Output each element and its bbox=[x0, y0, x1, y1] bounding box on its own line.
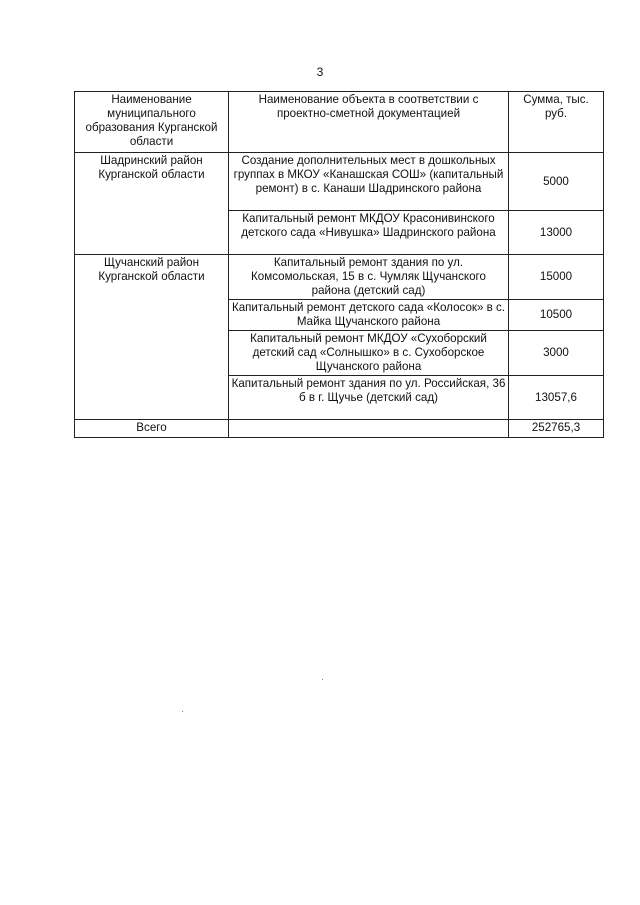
header-object: Наименование объекта в соответствии с проектно-сметной документацией bbox=[229, 92, 509, 153]
scan-speck bbox=[182, 711, 183, 712]
object-cell: Создание дополнительных мест в дошкольных группах в МКОУ «Канашская СОШ» (капитальный ремонт) в с. Канаши Шадринского района bbox=[229, 153, 509, 211]
funding-table bbox=[74, 91, 604, 438]
header-row bbox=[75, 92, 604, 153]
municipality-cell: Щучанский район Курганской области bbox=[75, 255, 229, 420]
header-amount: Сумма, тыс. руб. bbox=[509, 92, 604, 153]
table-row bbox=[75, 255, 604, 300]
amount-cell: 5000 bbox=[509, 153, 604, 211]
total-label: Всего bbox=[75, 420, 229, 438]
amount-cell: 15000 bbox=[509, 255, 604, 300]
page-number: 3 bbox=[316, 65, 324, 79]
amount-cell: 3000 bbox=[509, 331, 604, 376]
amount-cell: 13000 bbox=[509, 211, 604, 255]
municipality-cell: Шадринский район Курганской области bbox=[75, 153, 229, 255]
total-object-cell bbox=[229, 420, 509, 438]
object-cell: Капитальный ремонт МКДОУ Красонивинского детского сада «Нивушка» Шадринского района bbox=[229, 211, 509, 255]
total-amount: 252765,3 bbox=[509, 420, 604, 438]
header-municipality: Наименование муниципального образования Курганской области bbox=[75, 92, 229, 153]
object-cell: Капитальный ремонт здания по ул. Комсомольская, 15 в с. Чумляк Щучанского района (детский сад) bbox=[229, 255, 509, 300]
total-row bbox=[75, 420, 604, 438]
object-cell: Капитальный ремонт здания по ул. Российская, 36 б в г. Щучье (детский сад) bbox=[229, 376, 509, 420]
amount-cell: 13057,6 bbox=[509, 376, 604, 420]
scan-speck bbox=[322, 679, 323, 680]
table-row bbox=[75, 153, 604, 211]
amount-cell: 10500 bbox=[509, 300, 604, 331]
object-cell: Капитальный ремонт детского сада «Колосок» в с. Майка Щучанского района bbox=[229, 300, 509, 331]
object-cell: Капитальный ремонт МКДОУ «Сухоборский детский сад «Солнышко» в с. Сухоборское Щучанского района bbox=[229, 331, 509, 376]
